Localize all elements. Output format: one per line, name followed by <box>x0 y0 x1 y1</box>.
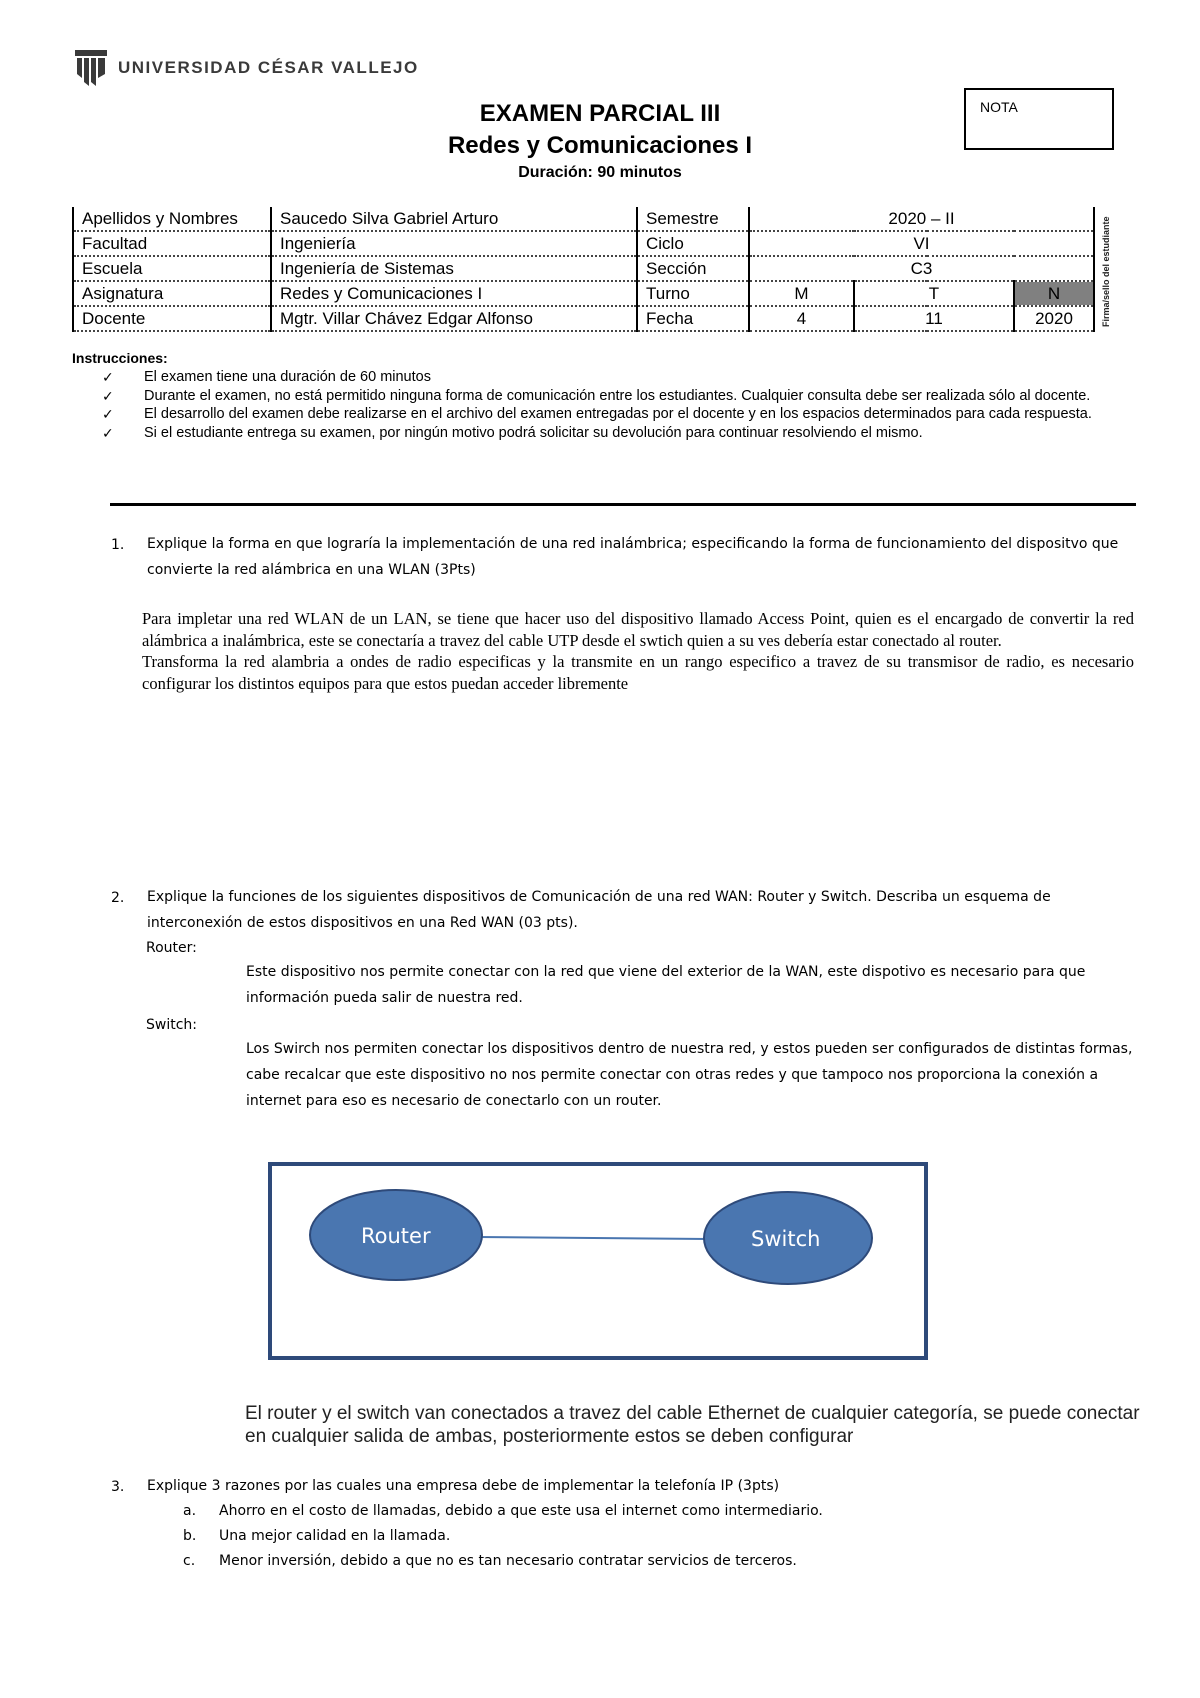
checkmark-icon: ✓ <box>102 369 114 385</box>
q3-item-letter: c. <box>183 1553 196 1569</box>
router-answer[interactable]: Este dispositivo nos permite conectar con la red que viene del exterior de la WAN, este dispotivo es necesario para que información pueda salir de nuestra red. <box>246 964 1086 1006</box>
q1-question: Explique la forma en que lograría la implementación de una red inalámbrica; especificando la forma de funcionamiento del dispositvo que convierte la red alámbrica en una WLAN (3Pts) <box>147 536 1119 578</box>
q1-answer[interactable] <box>142 608 1134 694</box>
q1-answer-paragraph-1: Para impletar una red WLAN de un LAN, se tiene que hacer uso del dispositivo llamado Access Point, quien es el encargado de convertir la red alámbrica a inalámbrica, este se conectaría a travez del cable UTP desde el swtich quien a su ves debería estar conectado al router. <box>142 609 1134 650</box>
instructions-list <box>94 368 1134 442</box>
q3-item-text[interactable]: Menor inversión, debido a que no es tan necesario contratar servicios de terceros. <box>219 1553 797 1569</box>
label-escuela: Escuela <box>73 256 271 281</box>
instruction-text: El desarrollo del examen debe realizarse en el archivo del examen entregadas por el docente y en los espacios determinados para cada respuesta. <box>144 406 1092 422</box>
value-asignatura[interactable]: Redes y Comunicaciones I <box>271 281 637 306</box>
university-logo <box>74 46 419 90</box>
label-docente: Docente <box>73 306 271 331</box>
q3-number: 3. <box>111 1479 125 1495</box>
fecha-dia[interactable]: 4 <box>749 306 854 331</box>
label-semestre: Semestre <box>637 207 749 231</box>
router-node-label: Router <box>361 1224 431 1248</box>
grade-label: NOTA <box>980 99 1018 115</box>
checkmark-icon: ✓ <box>102 424 114 441</box>
ethernet-link <box>477 1237 708 1239</box>
switch-label: Switch: <box>146 1017 198 1033</box>
instruction-item <box>94 368 1134 387</box>
q1-answer-paragraph-2: Transforma la red alambria a ondes de radio especificas y la transmite en un rango especifico a travez de su transmisor de radio, es necesario configurar los distintos equipos para que estos puedan acceder libremente <box>142 652 1134 693</box>
exam-duration: Duración: 90 minutos <box>518 164 682 181</box>
value-facultad[interactable]: Ingeniería <box>271 231 637 256</box>
checkmark-icon: ✓ <box>102 387 114 404</box>
switch-answer[interactable]: Los Swirch nos permiten conectar los dispositivos dentro de nuestra red, y estos pueden ser configurados de distintas formas, cabe recalcar que este dispositivo no nos permite conectar con otras redes y que tampoco nos proporciona la conexión a internet para eso es necesario de conectarlo con un router. <box>246 1041 1133 1109</box>
student-info-table <box>72 207 1103 332</box>
instruction-text: Durante el examen, no está permitido ninguna forma de comunicación entre los estudiantes. Cualquier consulta debe ser realizada sólo al docente. <box>144 387 1091 404</box>
q1-number: 1. <box>111 537 125 553</box>
q3-item-text[interactable]: Una mejor calidad en la llamada. <box>219 1528 451 1544</box>
label-nombres: Apellidos y Nombres <box>73 207 271 231</box>
network-diagram <box>268 1162 928 1360</box>
info-row-escuela <box>73 256 1103 281</box>
checkmark-icon: ✓ <box>102 406 114 422</box>
label-asignatura: Asignatura <box>73 281 271 306</box>
signature-vertical-label <box>1098 210 1114 332</box>
fecha-anio[interactable]: 2020 <box>1014 306 1094 331</box>
q3-item-letter: a. <box>183 1503 197 1519</box>
diagram-caption: El router y el switch van conectados a travez del cable Ethernet de cualquier categoría, se puede conectar en cualquier salida de ambas, posteriormente estos se deben configurar <box>245 1403 1140 1447</box>
turno-m[interactable]: M <box>749 281 854 306</box>
exam-title: EXAMEN PARCIAL III <box>479 100 721 127</box>
info-row-docente <box>73 306 1103 331</box>
university-shield-icon <box>74 48 108 88</box>
switch-node-label: Switch <box>751 1227 821 1251</box>
q2-question: Explique la funciones de los siguientes dispositivos de Comunicación de una red WAN: Router y Switch. Describa un esquema de interconexión de estos dispositivos en una Red WAN (03 pts). <box>147 889 1051 931</box>
q2-number: 2. <box>111 890 125 906</box>
value-nombres[interactable]: Saucedo Silva Gabriel Arturo <box>271 207 637 231</box>
turno-n-selected[interactable]: N <box>1014 281 1094 306</box>
info-row-facultad <box>73 231 1103 256</box>
university-name: UNIVERSIDAD CÉSAR VALLEJO <box>118 58 419 77</box>
fecha-mes[interactable]: 11 <box>854 306 1014 331</box>
label-fecha: Fecha <box>637 306 749 331</box>
info-row-nombres <box>73 207 1103 231</box>
instruction-item <box>94 387 1134 406</box>
section-divider <box>110 503 1136 506</box>
value-docente[interactable]: Mgtr. Villar Chávez Edgar Alfonso <box>271 306 637 331</box>
q3-question: Explique 3 razones por las cuales una empresa debe de implementar la telefonía IP (3pts) <box>147 1478 780 1494</box>
signature-vertical-text: Firma/sello del estudiante <box>1101 216 1111 327</box>
q3-item-letter: b. <box>183 1528 197 1544</box>
label-ciclo: Ciclo <box>637 231 749 256</box>
course-title: Redes y Comunicaciones I <box>447 132 753 159</box>
label-turno: Turno <box>637 281 749 306</box>
info-row-asignatura <box>73 281 1103 306</box>
value-ciclo[interactable]: VI <box>749 231 1094 256</box>
label-facultad: Facultad <box>73 231 271 256</box>
instruction-item <box>94 424 1134 443</box>
value-escuela[interactable]: Ingeniería de Sistemas <box>271 256 637 281</box>
diagram-canvas <box>272 1166 924 1356</box>
value-seccion[interactable]: C3 <box>749 256 1094 281</box>
instruction-text: Si el estudiante entrega su examen, por ningún motivo podrá solicitar su devolución para continuar resolviendo el mismo. <box>144 424 923 441</box>
label-seccion: Sección <box>637 256 749 281</box>
turno-t[interactable]: T <box>854 281 1014 306</box>
instruction-item <box>94 405 1134 424</box>
value-semestre[interactable]: 2020 – II <box>749 207 1094 231</box>
router-label: Router: <box>146 940 197 956</box>
q3-item-text[interactable]: Ahorro en el costo de llamadas, debido a que este usa el internet como intermediario. <box>219 1503 823 1519</box>
instructions-title: Instrucciones: <box>72 350 168 366</box>
instruction-text: El examen tiene una duración de 60 minutos <box>144 369 431 385</box>
